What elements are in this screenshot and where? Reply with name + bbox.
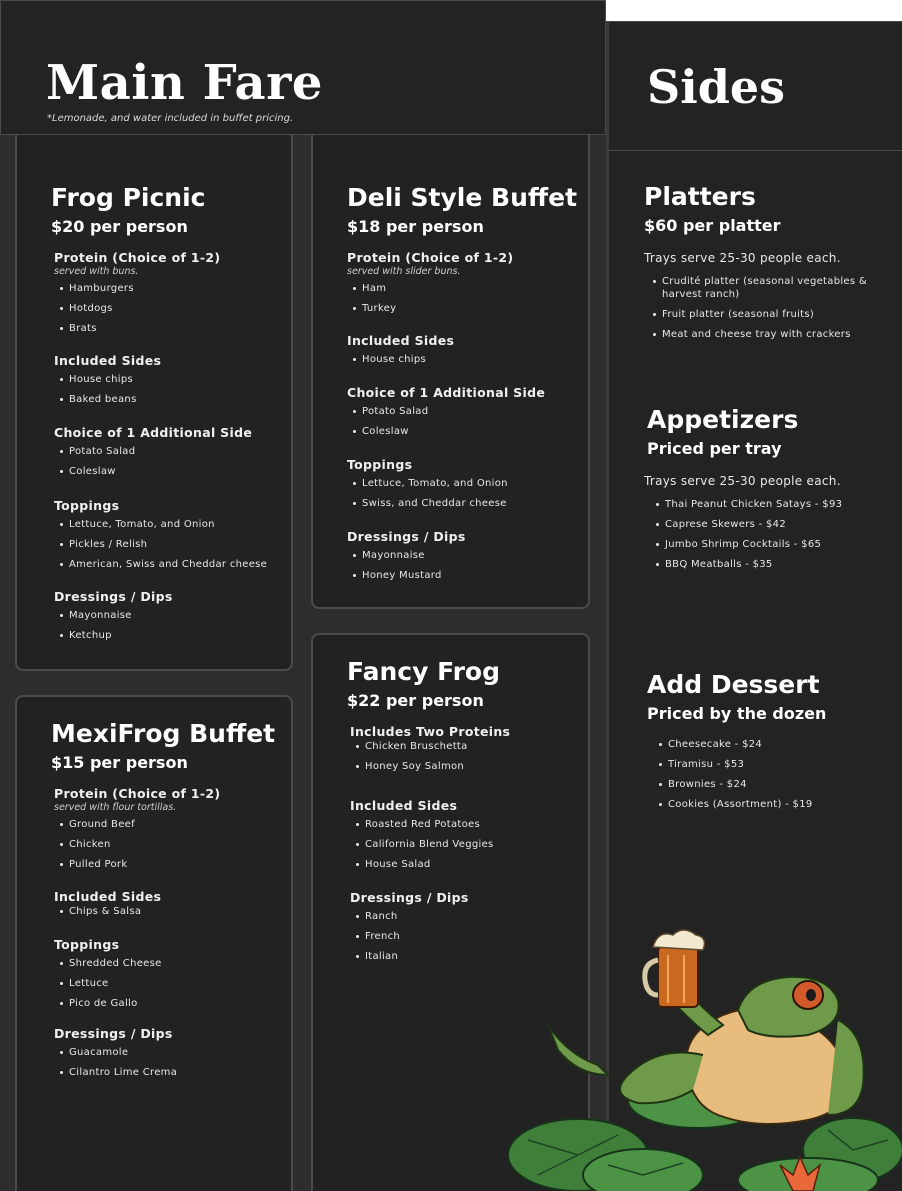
section-title: Includes Two Proteins — [350, 724, 511, 739]
sides-header — [606, 21, 902, 151]
list-item: Brownies - $24 — [653, 778, 883, 791]
list-item: Ketchup — [54, 629, 304, 649]
toppings-section — [54, 937, 304, 1017]
additional-side-section — [54, 425, 304, 485]
appetizers-list — [650, 498, 880, 578]
platters-price: $60 per platter — [644, 216, 781, 235]
list-item: Potato Salad — [54, 445, 304, 465]
list-item: Thai Peanut Chicken Satays - $93 — [650, 498, 880, 511]
protein-section — [347, 250, 597, 322]
frog-with-beer-illustration — [508, 925, 902, 1191]
list-item: Fruit platter (seasonal fruits) — [647, 308, 877, 321]
list-item: Shredded Cheese — [54, 957, 304, 977]
list-item: Honey Soy Salmon — [350, 760, 600, 780]
list-item: Ham — [347, 282, 597, 302]
frog-picnic-card — [15, 125, 293, 671]
list-item: Ranch — [350, 910, 600, 930]
list-item: Roasted Red Potatoes — [350, 818, 600, 838]
frog-icon — [548, 977, 864, 1124]
list-item: Potato Salad — [347, 405, 597, 425]
additional-side-list — [54, 445, 304, 485]
list-item: Lettuce, Tomato, and Onion — [347, 477, 597, 497]
toppings-list — [54, 957, 304, 1017]
list-item: Pico de Gallo — [54, 997, 304, 1017]
list-item: Cookies (Assortment) - $19 — [653, 798, 883, 811]
list-item: California Blend Veggies — [350, 838, 600, 858]
list-item: House chips — [347, 353, 597, 373]
card-price: $15 per person — [51, 753, 188, 772]
list-item: Caprese Skewers - $42 — [650, 518, 880, 531]
list-item: Chicken Bruschetta — [350, 740, 600, 760]
main-fare-header — [0, 0, 606, 135]
platters-note: Trays serve 25-30 people each. — [644, 251, 841, 265]
list-item: Cilantro Lime Crema — [54, 1066, 304, 1086]
toppings-section — [347, 457, 597, 517]
protein-list — [347, 282, 597, 322]
included-sides-section — [54, 353, 304, 413]
list-item: Coleslaw — [54, 465, 304, 485]
section-title: Dressings / Dips — [350, 890, 469, 905]
list-item: House Salad — [350, 858, 600, 878]
card-price: $20 per person — [51, 217, 188, 236]
top-white-strip — [606, 0, 902, 21]
section-title: Included Sides — [350, 798, 458, 813]
list-item: Honey Mustard — [347, 569, 597, 589]
section-title: Included Sides — [54, 353, 162, 368]
list-item: Lettuce — [54, 977, 304, 997]
list-item: Ground Beef — [54, 818, 304, 838]
list-item: Mayonnaise — [347, 549, 597, 569]
card-title: MexiFrog Buffet — [51, 719, 276, 748]
included-sides-section — [54, 889, 304, 925]
section-subtitle: served with slider buns. — [347, 266, 461, 277]
list-item: Crudité platter (seasonal vegetables & harvest ranch) — [647, 275, 877, 301]
card-price: $22 per person — [347, 691, 484, 710]
list-item: Lettuce, Tomato, and Onion — [54, 518, 304, 538]
section-title: Included Sides — [347, 333, 455, 348]
protein-section — [350, 724, 600, 780]
list-item: Chicken — [54, 838, 304, 858]
included-sides-list — [347, 353, 597, 373]
section-subtitle: served with buns. — [54, 266, 139, 277]
section-title: Dressings / Dips — [347, 529, 466, 544]
list-item: Hamburgers — [54, 282, 304, 302]
section-title: Protein (Choice of 1-2) — [54, 786, 221, 801]
protein-list — [350, 740, 600, 780]
list-item: American, Swiss and Cheddar cheese — [54, 558, 304, 578]
section-title: Toppings — [54, 937, 120, 952]
appetizers-price: Priced per tray — [647, 439, 782, 458]
list-item: Swiss, and Cheddar cheese — [347, 497, 597, 517]
included-sides-section — [347, 333, 597, 373]
list-item: House chips — [54, 373, 304, 393]
section-subtitle: served with flour tortillas. — [54, 802, 177, 813]
mexifrog-buffet-card — [15, 695, 293, 1191]
dips-list — [54, 1046, 304, 1086]
section-title: Dressings / Dips — [54, 1026, 173, 1041]
list-item: Coleslaw — [347, 425, 597, 445]
beer-mug-icon — [645, 930, 705, 1007]
section-title: Toppings — [54, 498, 120, 513]
protein-list — [54, 818, 304, 878]
list-item: Italian — [350, 950, 600, 970]
list-item: BBQ Meatballs - $35 — [650, 558, 880, 571]
toppings-list — [347, 477, 597, 517]
list-item: Meat and cheese tray with crackers — [647, 328, 877, 341]
list-item: Mayonnaise — [54, 609, 304, 629]
card-title: Fancy Frog — [347, 657, 500, 686]
protein-section — [54, 786, 304, 878]
list-item: Turkey — [347, 302, 597, 322]
included-sides-list — [54, 905, 304, 925]
list-item: Cheesecake - $24 — [653, 738, 883, 751]
section-title: Protein (Choice of 1-2) — [347, 250, 514, 265]
card-title: Frog Picnic — [51, 183, 206, 212]
list-item: Jumbo Shrimp Cocktails - $65 — [650, 538, 880, 551]
section-title: Choice of 1 Additional Side — [54, 425, 253, 440]
appetizers-note: Trays serve 25-30 people each. — [644, 474, 841, 488]
protein-section — [54, 250, 304, 342]
dessert-list — [653, 738, 883, 818]
platters-title: Platters — [644, 182, 756, 211]
list-item: Guacamole — [54, 1046, 304, 1066]
section-title: Protein (Choice of 1-2) — [54, 250, 221, 265]
buffet-pricing-note: *Lemonade, and water included in buffet pricing. — [47, 113, 294, 124]
dips-list — [347, 549, 597, 589]
included-sides-list — [350, 818, 600, 878]
deli-buffet-card — [311, 125, 590, 609]
included-sides-list — [54, 373, 304, 413]
dips-section — [54, 1026, 304, 1086]
toppings-list — [54, 518, 304, 578]
list-item: Hotdogs — [54, 302, 304, 322]
section-title: Toppings — [347, 457, 413, 472]
main-fare-title: Main Fare — [46, 55, 323, 111]
dips-list — [54, 609, 304, 649]
card-price: $18 per person — [347, 217, 484, 236]
dips-section — [347, 529, 597, 589]
list-item: Pickles / Relish — [54, 538, 304, 558]
list-item: Chips & Salsa — [54, 905, 304, 925]
list-item: Pulled Pork — [54, 858, 304, 878]
card-title: Deli Style Buffet — [347, 183, 578, 212]
dessert-price: Priced by the dozen — [647, 704, 827, 723]
list-item: Brats — [54, 322, 304, 342]
section-title: Included Sides — [54, 889, 162, 904]
list-item: Tiramisu - $53 — [653, 758, 883, 771]
section-title: Dressings / Dips — [54, 589, 173, 604]
appetizers-title: Appetizers — [647, 405, 799, 434]
additional-side-list — [347, 405, 597, 445]
protein-list — [54, 282, 304, 342]
dips-section — [54, 589, 304, 649]
sides-title: Sides — [647, 60, 786, 114]
section-title: Choice of 1 Additional Side — [347, 385, 546, 400]
included-sides-section — [350, 798, 600, 878]
list-item: French — [350, 930, 600, 950]
dessert-title: Add Dessert — [647, 670, 820, 699]
toppings-section — [54, 498, 304, 578]
additional-side-section — [347, 385, 597, 445]
platters-list — [647, 275, 877, 348]
list-item: Baked beans — [54, 393, 304, 413]
